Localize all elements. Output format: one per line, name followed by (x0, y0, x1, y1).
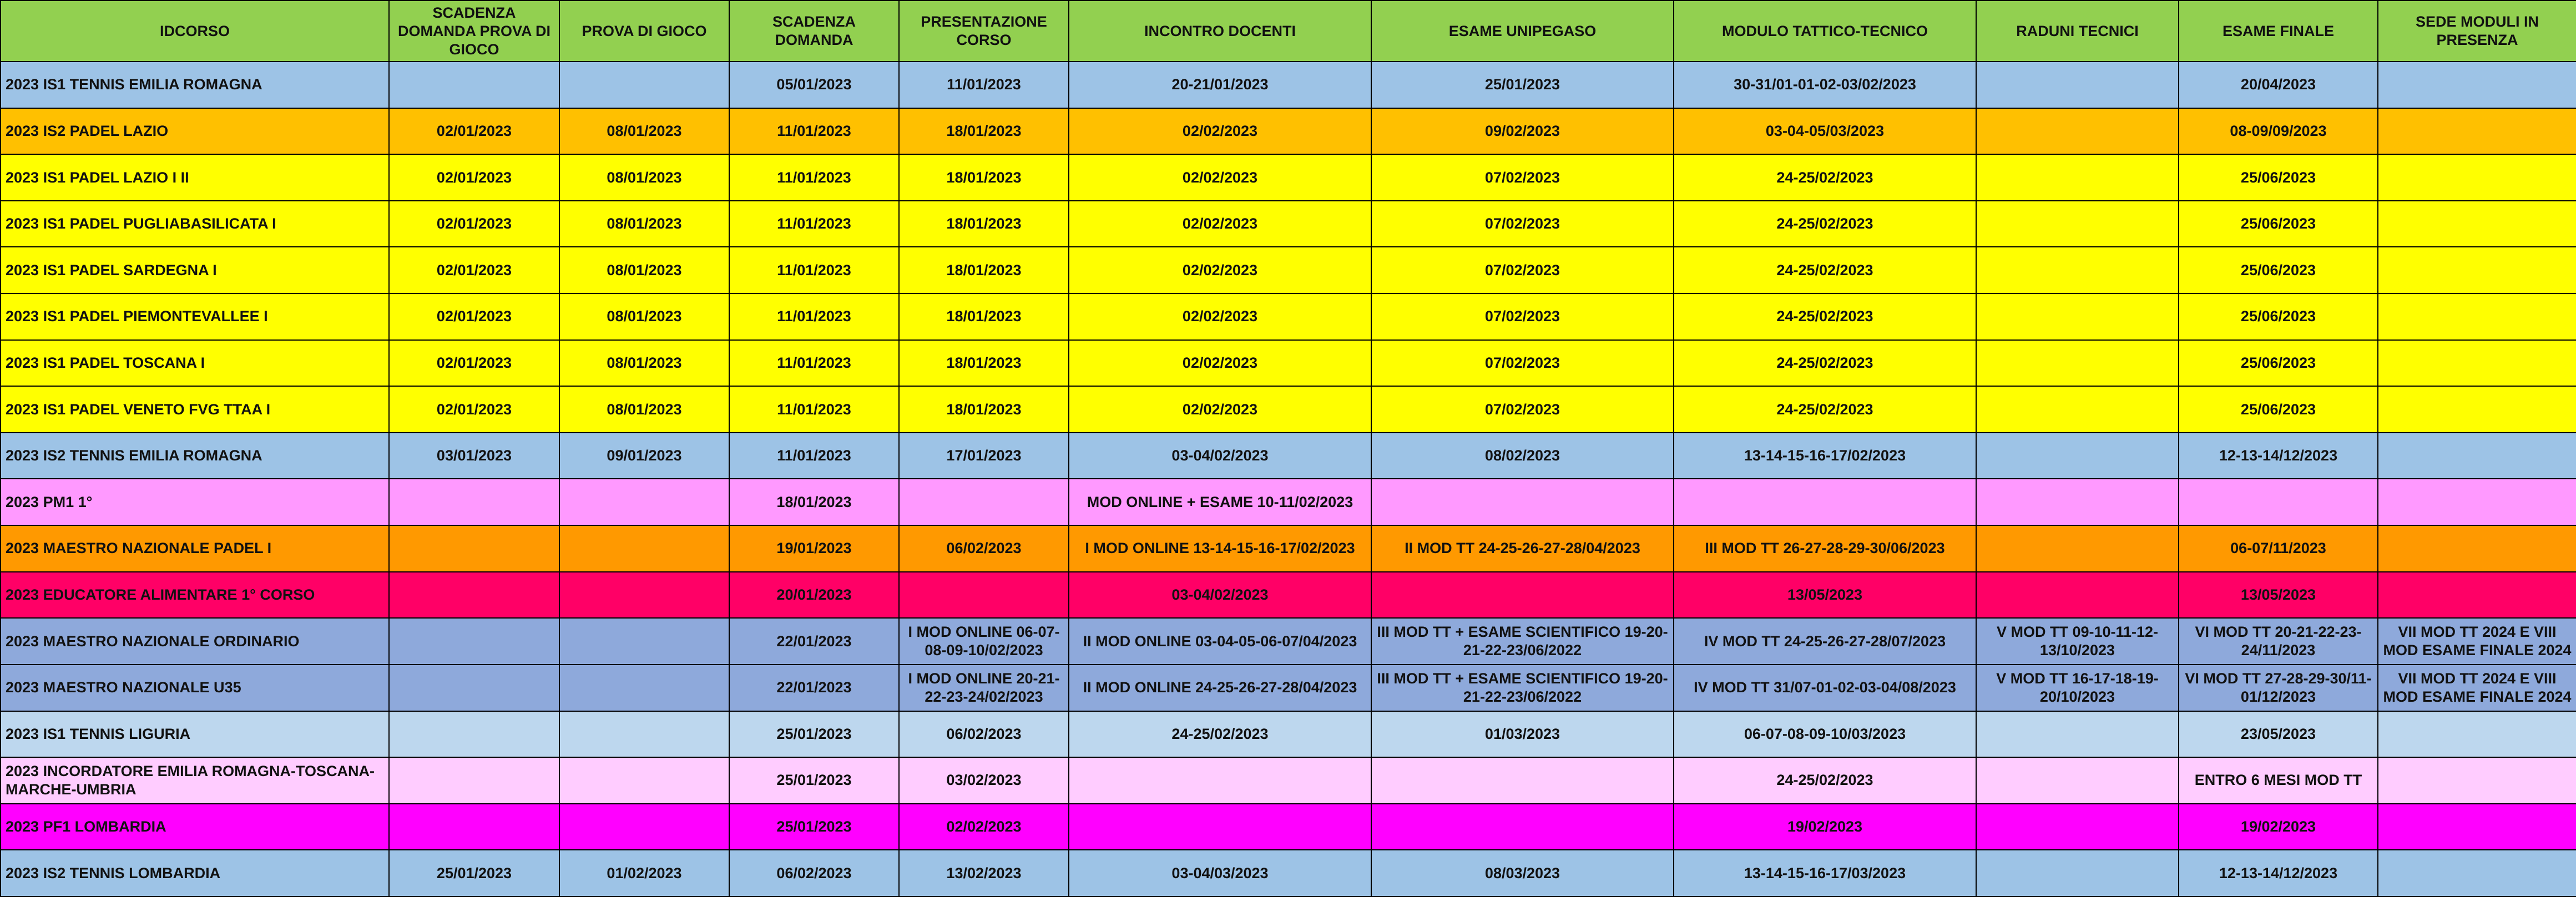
cell-raduni-tecnici[interactable] (1976, 201, 2179, 247)
cell-modulo-tattico-tecnico[interactable]: 24-25/02/2023 (1674, 247, 1976, 293)
cell-raduni-tecnici[interactable] (1976, 293, 2179, 340)
cell-scadenza-domanda[interactable]: 05/01/2023 (729, 62, 899, 108)
column-header-scadenza-domanda[interactable]: SCADENZA DOMANDA (729, 1, 899, 62)
cell-esame-finale[interactable]: 25/06/2023 (2179, 340, 2378, 387)
cell-esame-unipegaso[interactable]: 01/03/2023 (1371, 711, 1674, 758)
cell-raduni-tecnici[interactable] (1976, 850, 2179, 896)
cell-prova-di-gioco[interactable]: 08/01/2023 (559, 201, 729, 247)
cell-sede-moduli-in-presenza[interactable] (2378, 757, 2576, 804)
cell-scadenza-domanda[interactable]: 11/01/2023 (729, 433, 899, 479)
cell-esame-finale[interactable]: 12-13-14/12/2023 (2179, 850, 2378, 896)
cell-sede-moduli-in-presenza[interactable] (2378, 804, 2576, 850)
cell-modulo-tattico-tecnico[interactable]: III MOD TT 26-27-28-29-30/06/2023 (1674, 525, 1976, 572)
cell-incontro-docenti[interactable]: 24-25/02/2023 (1069, 711, 1371, 758)
cell-scadenza-domanda-prova-di-gioco[interactable] (389, 62, 559, 108)
column-header-raduni-tecnici[interactable]: RADUNI TECNICI (1976, 1, 2179, 62)
cell-incontro-docenti[interactable]: 03-04/02/2023 (1069, 572, 1371, 619)
cell-esame-finale[interactable]: 19/02/2023 (2179, 804, 2378, 850)
cell-esame-finale[interactable]: 08-09/09/2023 (2179, 108, 2378, 155)
cell-prova-di-gioco[interactable]: 08/01/2023 (559, 386, 729, 433)
cell-scadenza-domanda[interactable]: 06/02/2023 (729, 850, 899, 896)
cell-incontro-docenti[interactable]: 02/02/2023 (1069, 340, 1371, 387)
cell-incontro-docenti[interactable]: 03-04/03/2023 (1069, 850, 1371, 896)
cell-scadenza-domanda[interactable]: 11/01/2023 (729, 154, 899, 201)
cell-modulo-tattico-tecnico[interactable] (1674, 479, 1976, 525)
column-header-incontro-docenti[interactable]: INCONTRO DOCENTI (1069, 1, 1371, 62)
column-header-presentazione-corso[interactable]: PRESENTAZIONE CORSO (899, 1, 1069, 62)
cell-sede-moduli-in-presenza[interactable] (2378, 525, 2576, 572)
cell-scadenza-domanda[interactable]: 25/01/2023 (729, 757, 899, 804)
cell-prova-di-gioco[interactable]: 08/01/2023 (559, 340, 729, 387)
cell-presentazione-corso[interactable]: 18/01/2023 (899, 201, 1069, 247)
cell-scadenza-domanda[interactable]: 18/01/2023 (729, 479, 899, 525)
cell-scadenza-domanda[interactable]: 11/01/2023 (729, 201, 899, 247)
table-row (1, 340, 2576, 387)
cell-esame-unipegaso[interactable]: 07/02/2023 (1371, 386, 1674, 433)
cell-raduni-tecnici[interactable] (1976, 433, 2179, 479)
cell-sede-moduli-in-presenza[interactable] (2378, 247, 2576, 293)
cell-modulo-tattico-tecnico[interactable]: 13-14-15-16-17/02/2023 (1674, 433, 1976, 479)
cell-modulo-tattico-tecnico[interactable]: 13-14-15-16-17/03/2023 (1674, 850, 1976, 896)
cell-raduni-tecnici[interactable]: V MOD TT 09-10-11-12-13/10/2023 (1976, 618, 2179, 665)
column-header-esame-unipegaso[interactable]: ESAME UNIPEGASO (1371, 1, 1674, 62)
cell-esame-finale[interactable]: ENTRO 6 MESI MOD TT (2179, 757, 2378, 804)
cell-esame-unipegaso[interactable]: III MOD TT + ESAME SCIENTIFICO 19-20-21-22-23/06/2022 (1371, 618, 1674, 665)
course-id-cell[interactable]: 2023 PM1 1° (1, 479, 389, 525)
course-id-cell[interactable]: 2023 MAESTRO NAZIONALE U35 (1, 665, 389, 711)
cell-scadenza-domanda-prova-di-gioco[interactable] (389, 525, 559, 572)
cell-prova-di-gioco[interactable]: 08/01/2023 (559, 293, 729, 340)
cell-sede-moduli-in-presenza[interactable] (2378, 479, 2576, 525)
cell-prova-di-gioco[interactable] (559, 62, 729, 108)
cell-raduni-tecnici[interactable] (1976, 247, 2179, 293)
column-header-idcorso[interactable]: IDCORSO (1, 1, 389, 62)
cell-esame-unipegaso[interactable]: II MOD TT 24-25-26-27-28/04/2023 (1371, 525, 1674, 572)
cell-sede-moduli-in-presenza[interactable] (2378, 433, 2576, 479)
cell-incontro-docenti[interactable] (1069, 804, 1371, 850)
cell-scadenza-domanda[interactable]: 11/01/2023 (729, 247, 899, 293)
cell-raduni-tecnici[interactable] (1976, 62, 2179, 108)
cell-sede-moduli-in-presenza[interactable] (2378, 62, 2576, 108)
column-header-scadenza-domanda-prova-di-gioco[interactable]: SCADENZA DOMANDA PROVA DI GIOCO (389, 1, 559, 62)
cell-presentazione-corso[interactable]: 18/01/2023 (899, 108, 1069, 155)
cell-scadenza-domanda[interactable]: 25/01/2023 (729, 804, 899, 850)
cell-incontro-docenti[interactable]: II MOD ONLINE 03-04-05-06-07/04/2023 (1069, 618, 1371, 665)
course-id-cell[interactable]: 2023 INCORDATORE EMILIA ROMAGNA-TOSCANA-MARCHE-UMBRIA (1, 757, 389, 804)
cell-raduni-tecnici[interactable] (1976, 386, 2179, 433)
cell-esame-unipegaso[interactable]: 07/02/2023 (1371, 201, 1674, 247)
column-header-modulo-tattico-tecnico[interactable]: MODULO TATTICO-TECNICO (1674, 1, 1976, 62)
column-header-sede-moduli-in-presenza[interactable]: SEDE MODULI IN PRESENZA (2378, 1, 2576, 62)
cell-sede-moduli-in-presenza[interactable] (2378, 850, 2576, 896)
cell-incontro-docenti[interactable]: II MOD ONLINE 24-25-26-27-28/04/2023 (1069, 665, 1371, 711)
cell-sede-moduli-in-presenza[interactable]: VII MOD TT 2024 E VIII MOD ESAME FINALE 2024 (2378, 665, 2576, 711)
course-id-cell[interactable]: 2023 IS1 PADEL SARDEGNA I (1, 247, 389, 293)
header-row (1, 1, 2576, 62)
table-row (1, 201, 2576, 247)
table-row (1, 618, 2576, 665)
cell-incontro-docenti[interactable]: 20-21/01/2023 (1069, 62, 1371, 108)
cell-esame-finale[interactable]: 20/04/2023 (2179, 62, 2378, 108)
cell-modulo-tattico-tecnico[interactable]: 19/02/2023 (1674, 804, 1976, 850)
cell-prova-di-gioco[interactable]: 01/02/2023 (559, 850, 729, 896)
cell-esame-unipegaso[interactable]: 07/02/2023 (1371, 293, 1674, 340)
cell-presentazione-corso[interactable]: 13/02/2023 (899, 850, 1069, 896)
cell-presentazione-corso[interactable]: 18/01/2023 (899, 247, 1069, 293)
cell-presentazione-corso[interactable]: 18/01/2023 (899, 293, 1069, 340)
cell-modulo-tattico-tecnico[interactable]: 24-25/02/2023 (1674, 340, 1976, 387)
table-row (1, 525, 2576, 572)
cell-incontro-docenti[interactable]: 03-04/02/2023 (1069, 433, 1371, 479)
table-row (1, 757, 2576, 804)
table-row (1, 665, 2576, 711)
cell-raduni-tecnici[interactable] (1976, 108, 2179, 155)
table-row (1, 293, 2576, 340)
cell-scadenza-domanda[interactable]: 22/01/2023 (729, 665, 899, 711)
cell-sede-moduli-in-presenza[interactable] (2378, 293, 2576, 340)
course-id-cell[interactable]: 2023 IS1 PADEL LAZIO I II (1, 154, 389, 201)
cell-scadenza-domanda-prova-di-gioco[interactable]: 02/01/2023 (389, 340, 559, 387)
cell-modulo-tattico-tecnico[interactable]: IV MOD TT 31/07-01-02-03-04/08/2023 (1674, 665, 1976, 711)
cell-esame-unipegaso[interactable]: 08/03/2023 (1371, 850, 1674, 896)
cell-presentazione-corso[interactable]: I MOD ONLINE 06-07-08-09-10/02/2023 (899, 618, 1069, 665)
cell-scadenza-domanda-prova-di-gioco[interactable]: 02/01/2023 (389, 154, 559, 201)
cell-esame-unipegaso[interactable] (1371, 479, 1674, 525)
cell-raduni-tecnici[interactable]: V MOD TT 16-17-18-19-20/10/2023 (1976, 665, 2179, 711)
table-row (1, 108, 2576, 155)
cell-raduni-tecnici[interactable] (1976, 154, 2179, 201)
cell-scadenza-domanda-prova-di-gioco[interactable]: 02/01/2023 (389, 386, 559, 433)
course-id-cell[interactable]: 2023 IS1 TENNIS EMILIA ROMAGNA (1, 62, 389, 108)
cell-prova-di-gioco[interactable]: 09/01/2023 (559, 433, 729, 479)
cell-incontro-docenti[interactable]: 02/02/2023 (1069, 108, 1371, 155)
cell-esame-finale[interactable]: 25/06/2023 (2179, 293, 2378, 340)
table-row (1, 247, 2576, 293)
course-id-cell[interactable]: 2023 IS2 PADEL LAZIO (1, 108, 389, 155)
cell-modulo-tattico-tecnico[interactable]: 13/05/2023 (1674, 572, 1976, 619)
cell-prova-di-gioco[interactable] (559, 479, 729, 525)
cell-scadenza-domanda[interactable]: 25/01/2023 (729, 711, 899, 758)
cell-scadenza-domanda-prova-di-gioco[interactable] (389, 618, 559, 665)
cell-scadenza-domanda[interactable]: 22/01/2023 (729, 618, 899, 665)
table-row (1, 62, 2576, 108)
cell-modulo-tattico-tecnico[interactable]: 24-25/02/2023 (1674, 201, 1976, 247)
cell-prova-di-gioco[interactable]: 08/01/2023 (559, 108, 729, 155)
cell-presentazione-corso[interactable]: I MOD ONLINE 20-21-22-23-24/02/2023 (899, 665, 1069, 711)
cell-prova-di-gioco[interactable] (559, 711, 729, 758)
cell-esame-finale[interactable]: 12-13-14/12/2023 (2179, 433, 2378, 479)
cell-esame-finale[interactable]: 13/05/2023 (2179, 572, 2378, 619)
cell-presentazione-corso[interactable]: 02/02/2023 (899, 804, 1069, 850)
cell-prova-di-gioco[interactable] (559, 757, 729, 804)
cell-incontro-docenti[interactable]: 02/02/2023 (1069, 293, 1371, 340)
cell-esame-finale[interactable]: 25/06/2023 (2179, 154, 2378, 201)
cell-scadenza-domanda-prova-di-gioco[interactable]: 02/01/2023 (389, 293, 559, 340)
cell-presentazione-corso[interactable] (899, 479, 1069, 525)
cell-prova-di-gioco[interactable] (559, 525, 729, 572)
table-row (1, 711, 2576, 758)
cell-incontro-docenti[interactable]: 02/02/2023 (1069, 247, 1371, 293)
cell-esame-unipegaso[interactable]: 09/02/2023 (1371, 108, 1674, 155)
cell-scadenza-domanda-prova-di-gioco[interactable] (389, 479, 559, 525)
cell-esame-finale[interactable] (2179, 479, 2378, 525)
cell-presentazione-corso[interactable] (899, 572, 1069, 619)
cell-esame-finale[interactable]: 25/06/2023 (2179, 201, 2378, 247)
cell-presentazione-corso[interactable]: 18/01/2023 (899, 340, 1069, 387)
cell-esame-unipegaso[interactable] (1371, 572, 1674, 619)
cell-raduni-tecnici[interactable] (1976, 525, 2179, 572)
cell-scadenza-domanda[interactable]: 20/01/2023 (729, 572, 899, 619)
cell-sede-moduli-in-presenza[interactable] (2378, 154, 2576, 201)
cell-sede-moduli-in-presenza[interactable] (2378, 340, 2576, 387)
cell-sede-moduli-in-presenza[interactable] (2378, 108, 2576, 155)
cell-scadenza-domanda-prova-di-gioco[interactable] (389, 711, 559, 758)
cell-incontro-docenti[interactable] (1069, 757, 1371, 804)
cell-prova-di-gioco[interactable] (559, 618, 729, 665)
course-id-cell[interactable]: 2023 IS1 PADEL PIEMONTEVALLEE I (1, 293, 389, 340)
cell-esame-unipegaso[interactable] (1371, 757, 1674, 804)
cell-raduni-tecnici[interactable] (1976, 757, 2179, 804)
cell-scadenza-domanda-prova-di-gioco[interactable] (389, 757, 559, 804)
table-row (1, 433, 2576, 479)
cell-sede-moduli-in-presenza[interactable] (2378, 711, 2576, 758)
cell-esame-finale[interactable]: VI MOD TT 20-21-22-23-24/11/2023 (2179, 618, 2378, 665)
cell-raduni-tecnici[interactable] (1976, 711, 2179, 758)
cell-incontro-docenti[interactable]: 02/02/2023 (1069, 201, 1371, 247)
course-id-cell[interactable]: 2023 IS1 PADEL TOSCANA I (1, 340, 389, 387)
cell-esame-unipegaso[interactable]: III MOD TT + ESAME SCIENTIFICO 19-20-21-22-23/06/2022 (1371, 665, 1674, 711)
table-row (1, 804, 2576, 850)
course-id-cell[interactable]: 2023 MAESTRO NAZIONALE ORDINARIO (1, 618, 389, 665)
cell-modulo-tattico-tecnico[interactable]: 24-25/02/2023 (1674, 293, 1976, 340)
cell-modulo-tattico-tecnico[interactable]: 03-04-05/03/2023 (1674, 108, 1976, 155)
course-id-cell[interactable]: 2023 IS2 TENNIS EMILIA ROMAGNA (1, 433, 389, 479)
cell-esame-unipegaso[interactable]: 25/01/2023 (1371, 62, 1674, 108)
cell-scadenza-domanda[interactable]: 11/01/2023 (729, 386, 899, 433)
cell-prova-di-gioco[interactable] (559, 804, 729, 850)
cell-esame-unipegaso[interactable]: 07/02/2023 (1371, 340, 1674, 387)
cell-modulo-tattico-tecnico[interactable]: 30-31/01-01-02-03/02/2023 (1674, 62, 1976, 108)
course-id-cell[interactable]: 2023 IS1 TENNIS LIGURIA (1, 711, 389, 758)
cell-esame-unipegaso[interactable]: 08/02/2023 (1371, 433, 1674, 479)
cell-prova-di-gioco[interactable] (559, 665, 729, 711)
table-body (1, 62, 2576, 896)
cell-modulo-tattico-tecnico[interactable]: 24-25/02/2023 (1674, 757, 1976, 804)
course-id-cell[interactable]: 2023 IS1 PADEL VENETO FVG TTAA I (1, 386, 389, 433)
cell-modulo-tattico-tecnico[interactable]: IV MOD TT 24-25-26-27-28/07/2023 (1674, 618, 1976, 665)
course-id-cell[interactable]: 2023 PF1 LOMBARDIA (1, 804, 389, 850)
cell-scadenza-domanda-prova-di-gioco[interactable] (389, 804, 559, 850)
table-row (1, 572, 2576, 619)
cell-sede-moduli-in-presenza[interactable]: VII MOD TT 2024 E VIII MOD ESAME FINALE 2024 (2378, 618, 2576, 665)
cell-scadenza-domanda-prova-di-gioco[interactable]: 02/01/2023 (389, 108, 559, 155)
cell-esame-finale[interactable]: 25/06/2023 (2179, 386, 2378, 433)
cell-scadenza-domanda[interactable]: 11/01/2023 (729, 108, 899, 155)
course-id-cell[interactable]: 2023 MAESTRO NAZIONALE PADEL I (1, 525, 389, 572)
cell-scadenza-domanda-prova-di-gioco[interactable]: 03/01/2023 (389, 433, 559, 479)
cell-incontro-docenti[interactable]: 02/02/2023 (1069, 386, 1371, 433)
cell-esame-unipegaso[interactable]: 07/02/2023 (1371, 154, 1674, 201)
cell-presentazione-corso[interactable]: 18/01/2023 (899, 386, 1069, 433)
cell-scadenza-domanda[interactable]: 11/01/2023 (729, 293, 899, 340)
table-row (1, 386, 2576, 433)
cell-presentazione-corso[interactable]: 06/02/2023 (899, 711, 1069, 758)
course-id-cell[interactable]: 2023 IS1 PADEL PUGLIABASILICATA I (1, 201, 389, 247)
cell-incontro-docenti[interactable]: 02/02/2023 (1069, 154, 1371, 201)
cell-incontro-docenti[interactable]: MOD ONLINE + ESAME 10-11/02/2023 (1069, 479, 1371, 525)
cell-scadenza-domanda[interactable]: 19/01/2023 (729, 525, 899, 572)
column-header-prova-di-gioco[interactable]: PROVA DI GIOCO (559, 1, 729, 62)
cell-prova-di-gioco[interactable] (559, 572, 729, 619)
cell-raduni-tecnici[interactable] (1976, 804, 2179, 850)
cell-scadenza-domanda-prova-di-gioco[interactable]: 02/01/2023 (389, 247, 559, 293)
cell-modulo-tattico-tecnico[interactable]: 24-25/02/2023 (1674, 154, 1976, 201)
cell-esame-finale[interactable]: 23/05/2023 (2179, 711, 2378, 758)
cell-scadenza-domanda-prova-di-gioco[interactable] (389, 572, 559, 619)
cell-esame-unipegaso[interactable]: 07/02/2023 (1371, 247, 1674, 293)
cell-sede-moduli-in-presenza[interactable] (2378, 572, 2576, 619)
table-row (1, 154, 2576, 201)
cell-presentazione-corso[interactable]: 17/01/2023 (899, 433, 1069, 479)
cell-presentazione-corso[interactable]: 18/01/2023 (899, 154, 1069, 201)
cell-modulo-tattico-tecnico[interactable]: 06-07-08-09-10/03/2023 (1674, 711, 1976, 758)
cell-esame-unipegaso[interactable] (1371, 804, 1674, 850)
cell-scadenza-domanda-prova-di-gioco[interactable] (389, 665, 559, 711)
cell-raduni-tecnici[interactable] (1976, 572, 2179, 619)
cell-sede-moduli-in-presenza[interactable] (2378, 201, 2576, 247)
cell-raduni-tecnici[interactable] (1976, 340, 2179, 387)
cell-raduni-tecnici[interactable] (1976, 479, 2179, 525)
table-row (1, 850, 2576, 896)
cell-prova-di-gioco[interactable]: 08/01/2023 (559, 154, 729, 201)
cell-sede-moduli-in-presenza[interactable] (2378, 386, 2576, 433)
cell-presentazione-corso[interactable]: 11/01/2023 (899, 62, 1069, 108)
table-row (1, 479, 2576, 525)
cell-scadenza-domanda-prova-di-gioco[interactable]: 25/01/2023 (389, 850, 559, 896)
cell-presentazione-corso[interactable]: 06/02/2023 (899, 525, 1069, 572)
cell-esame-finale[interactable]: 06-07/11/2023 (2179, 525, 2378, 572)
cell-prova-di-gioco[interactable]: 08/01/2023 (559, 247, 729, 293)
cell-esame-finale[interactable]: VI MOD TT 27-28-29-30/11-01/12/2023 (2179, 665, 2378, 711)
course-id-cell[interactable]: 2023 EDUCATORE ALIMENTARE 1° CORSO (1, 572, 389, 619)
cell-presentazione-corso[interactable]: 03/02/2023 (899, 757, 1069, 804)
cell-incontro-docenti[interactable]: I MOD ONLINE 13-14-15-16-17/02/2023 (1069, 525, 1371, 572)
cell-esame-finale[interactable]: 25/06/2023 (2179, 247, 2378, 293)
cell-modulo-tattico-tecnico[interactable]: 24-25/02/2023 (1674, 386, 1976, 433)
cell-scadenza-domanda[interactable]: 11/01/2023 (729, 340, 899, 387)
column-header-esame-finale[interactable]: ESAME FINALE (2179, 1, 2378, 62)
course-id-cell[interactable]: 2023 IS2 TENNIS LOMBARDIA (1, 850, 389, 896)
cell-scadenza-domanda-prova-di-gioco[interactable]: 02/01/2023 (389, 201, 559, 247)
